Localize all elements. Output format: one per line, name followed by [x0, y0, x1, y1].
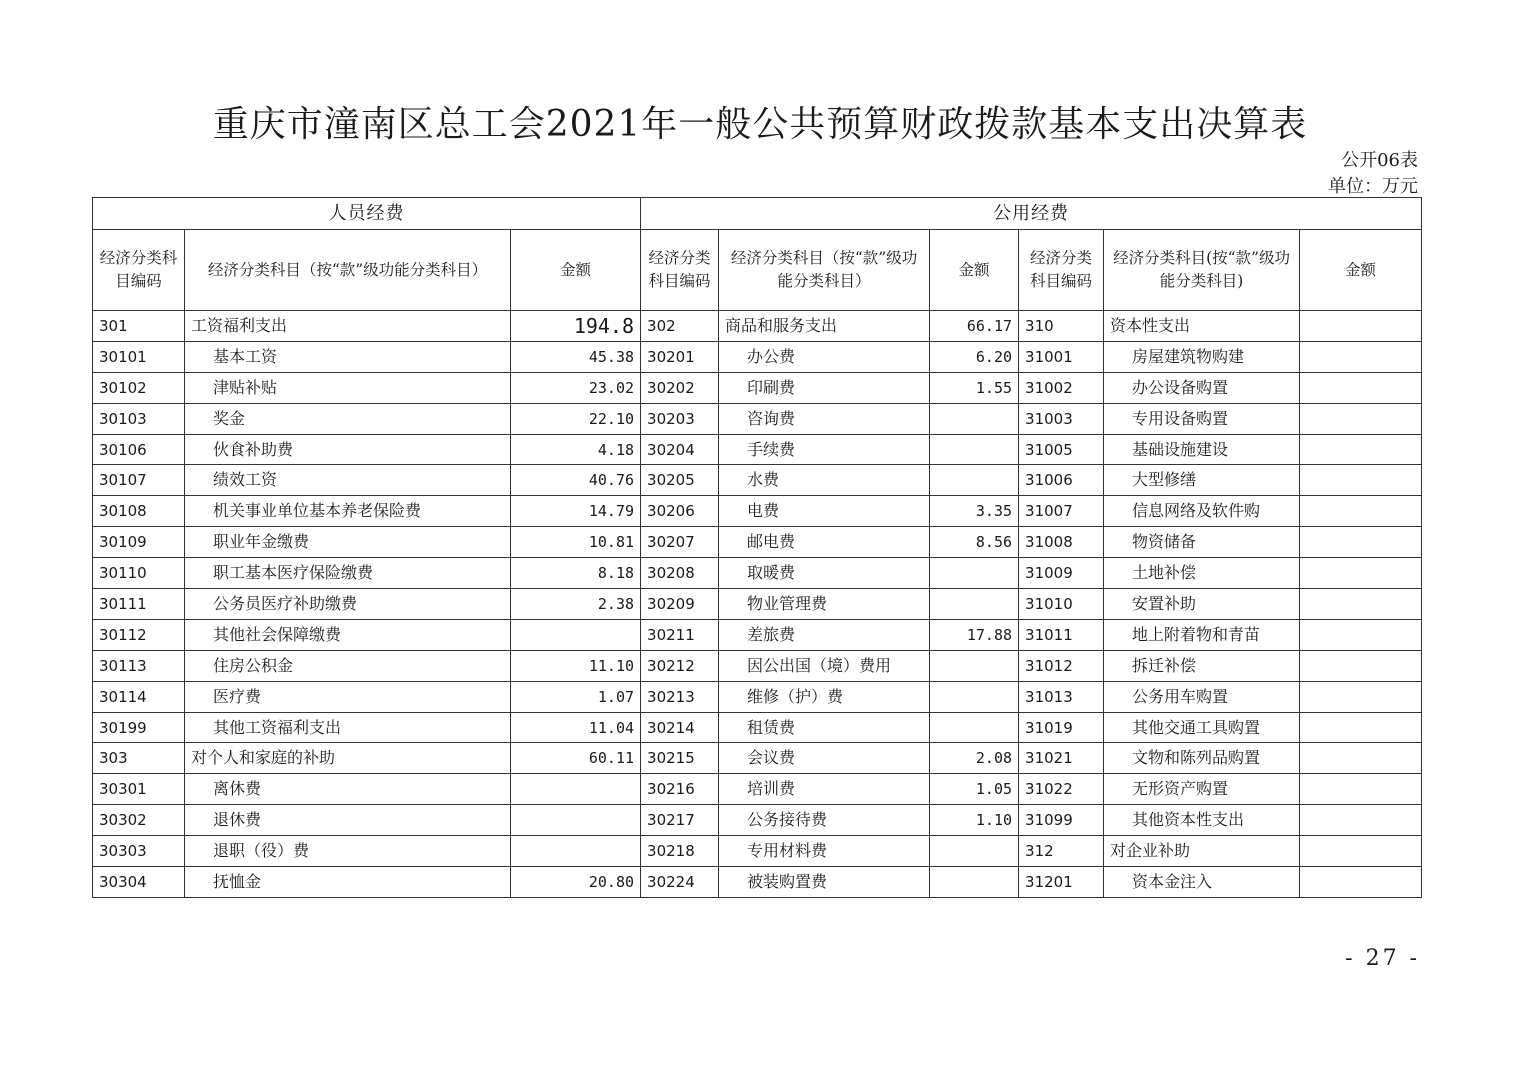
personnel-name-cell: 退职（役）费: [185, 836, 511, 867]
personnel-amount-cell: 2.38: [511, 589, 641, 620]
public-amount-cell: [930, 650, 1019, 681]
capital-name-cell: 安置补助: [1104, 589, 1300, 620]
personnel-name-cell: 工资福利支出: [185, 311, 511, 342]
personnel-name-cell: 津贴补贴: [185, 372, 511, 403]
personnel-code-cell: 30301: [93, 774, 185, 805]
table-row: [93, 403, 1422, 434]
public-amount-cell: 2.08: [930, 743, 1019, 774]
table-body: [93, 311, 1422, 898]
public-code-cell: 30212: [641, 650, 719, 681]
capital-name-cell: 文物和陈列品购置: [1104, 743, 1300, 774]
capital-name-cell: 信息网络及软件购: [1104, 496, 1300, 527]
public-name-cell: 印刷费: [719, 372, 930, 403]
capital-code-cell: 31099: [1019, 805, 1104, 836]
public-name-cell: 培训费: [719, 774, 930, 805]
table-row: [93, 867, 1422, 898]
form-number: 公开06表: [1341, 150, 1418, 171]
personnel-name-cell: 对个人和家庭的补助: [185, 743, 511, 774]
personnel-code-cell: 30114: [93, 681, 185, 712]
capital-amount-cell: [1300, 836, 1422, 867]
personnel-amount-cell: [511, 836, 641, 867]
personnel-expense-header: 人员经费: [93, 198, 641, 230]
capital-code-cell: 31001: [1019, 341, 1104, 372]
public-amount-cell: 8.56: [930, 527, 1019, 558]
capital-name-cell: 其他资本性支出: [1104, 805, 1300, 836]
personnel-amount-cell: 10.81: [511, 527, 641, 558]
table-row: [93, 434, 1422, 465]
public-amount-cell: 66.17: [930, 311, 1019, 342]
personnel-code-cell: 301: [93, 311, 185, 342]
personnel-code-cell: 30101: [93, 341, 185, 372]
personnel-code-cell: 30106: [93, 434, 185, 465]
capital-name-cell: 办公设备购置: [1104, 372, 1300, 403]
code-header: 经济分类科目编码: [641, 230, 719, 311]
table-row: [93, 619, 1422, 650]
personnel-name-cell: 奖金: [185, 403, 511, 434]
unit-label: 单位：万元: [1328, 176, 1418, 197]
personnel-code-cell: 30112: [93, 619, 185, 650]
public-name-cell: 专用材料费: [719, 836, 930, 867]
personnel-code-cell: 30102: [93, 372, 185, 403]
personnel-name-cell: 伙食补助费: [185, 434, 511, 465]
public-amount-cell: 1.05: [930, 774, 1019, 805]
capital-amount-cell: [1300, 867, 1422, 898]
code-header: 经济分类科目编码: [1019, 230, 1104, 311]
capital-code-cell: 31010: [1019, 589, 1104, 620]
personnel-name-cell: 职工基本医疗保险缴费: [185, 558, 511, 589]
personnel-amount-cell: 194.8: [511, 311, 641, 342]
personnel-name-cell: 其他工资福利支出: [185, 712, 511, 743]
public-name-cell: 物业管理费: [719, 589, 930, 620]
capital-name-cell: 房屋建筑物购建: [1104, 341, 1300, 372]
capital-amount-cell: [1300, 527, 1422, 558]
public-amount-cell: [930, 712, 1019, 743]
name-header: 经济分类科目(按“款”级功能分类科目): [1104, 230, 1300, 311]
personnel-code-cell: 30302: [93, 805, 185, 836]
capital-code-cell: 31006: [1019, 465, 1104, 496]
capital-name-cell: 基础设施建设: [1104, 434, 1300, 465]
table-row: [93, 558, 1422, 589]
capital-code-cell: 31003: [1019, 403, 1104, 434]
personnel-amount-cell: 60.11: [511, 743, 641, 774]
personnel-code-cell: 30111: [93, 589, 185, 620]
public-name-cell: 电费: [719, 496, 930, 527]
public-amount-cell: [930, 558, 1019, 589]
capital-code-cell: 31021: [1019, 743, 1104, 774]
personnel-amount-cell: 45.38: [511, 341, 641, 372]
public-code-cell: 30218: [641, 836, 719, 867]
public-amount-cell: [930, 867, 1019, 898]
capital-amount-cell: [1300, 403, 1422, 434]
capital-code-cell: 31022: [1019, 774, 1104, 805]
table-row: [93, 805, 1422, 836]
capital-amount-cell: [1300, 558, 1422, 589]
public-code-cell: 30213: [641, 681, 719, 712]
personnel-name-cell: 公务员医疗补助缴费: [185, 589, 511, 620]
public-name-cell: 取暖费: [719, 558, 930, 589]
table-row: [93, 743, 1422, 774]
public-code-cell: 30216: [641, 774, 719, 805]
name-header: 经济分类科目（按“款”级功能分类科目）: [185, 230, 511, 311]
personnel-amount-cell: 8.18: [511, 558, 641, 589]
personnel-code-cell: 30199: [93, 712, 185, 743]
capital-code-cell: 31009: [1019, 558, 1104, 589]
personnel-code-cell: 30103: [93, 403, 185, 434]
table-row: [93, 774, 1422, 805]
public-amount-cell: [930, 589, 1019, 620]
public-name-cell: 办公费: [719, 341, 930, 372]
public-amount-cell: 1.55: [930, 372, 1019, 403]
capital-name-cell: 公务用车购置: [1104, 681, 1300, 712]
capital-amount-cell: [1300, 681, 1422, 712]
personnel-amount-cell: [511, 774, 641, 805]
capital-name-cell: 其他交通工具购置: [1104, 712, 1300, 743]
public-expense-header: 公用经费: [641, 198, 1422, 230]
capital-code-cell: 31011: [1019, 619, 1104, 650]
personnel-code-cell: 30304: [93, 867, 185, 898]
capital-code-cell: 31002: [1019, 372, 1104, 403]
public-name-cell: 被装购置费: [719, 867, 930, 898]
table-row: [93, 712, 1422, 743]
capital-amount-cell: [1300, 743, 1422, 774]
personnel-name-cell: 机关事业单位基本养老保险费: [185, 496, 511, 527]
public-amount-cell: 6.20: [930, 341, 1019, 372]
public-code-cell: 30207: [641, 527, 719, 558]
public-code-cell: 30206: [641, 496, 719, 527]
public-name-cell: 会议费: [719, 743, 930, 774]
public-amount-cell: 17.88: [930, 619, 1019, 650]
capital-code-cell: 31005: [1019, 434, 1104, 465]
public-amount-cell: [930, 836, 1019, 867]
personnel-code-cell: 303: [93, 743, 185, 774]
amount-header: 金额: [1300, 230, 1422, 311]
public-amount-cell: [930, 681, 1019, 712]
public-name-cell: 手续费: [719, 434, 930, 465]
public-name-cell: 邮电费: [719, 527, 930, 558]
personnel-code-cell: 30303: [93, 836, 185, 867]
capital-code-cell: 31019: [1019, 712, 1104, 743]
public-name-cell: 因公出国（境）费用: [719, 650, 930, 681]
capital-amount-cell: [1300, 372, 1422, 403]
personnel-amount-cell: 11.04: [511, 712, 641, 743]
public-name-cell: 水费: [719, 465, 930, 496]
capital-amount-cell: [1300, 589, 1422, 620]
personnel-amount-cell: 1.07: [511, 681, 641, 712]
capital-amount-cell: [1300, 311, 1422, 342]
capital-name-cell: 对企业补助: [1104, 836, 1300, 867]
capital-name-cell: 物资储备: [1104, 527, 1300, 558]
capital-code-cell: 31201: [1019, 867, 1104, 898]
public-code-cell: 30204: [641, 434, 719, 465]
amount-header: 金额: [511, 230, 641, 311]
amount-header: 金额: [930, 230, 1019, 311]
personnel-code-cell: 30110: [93, 558, 185, 589]
personnel-name-cell: 离休费: [185, 774, 511, 805]
public-code-cell: 30217: [641, 805, 719, 836]
personnel-name-cell: 住房公积金: [185, 650, 511, 681]
personnel-name-cell: 抚恤金: [185, 867, 511, 898]
capital-name-cell: 大型修缮: [1104, 465, 1300, 496]
capital-amount-cell: [1300, 465, 1422, 496]
capital-name-cell: 资本金注入: [1104, 867, 1300, 898]
public-name-cell: 商品和服务支出: [719, 311, 930, 342]
capital-code-cell: 312: [1019, 836, 1104, 867]
personnel-name-cell: 医疗费: [185, 681, 511, 712]
capital-name-cell: 地上附着物和青苗: [1104, 619, 1300, 650]
public-code-cell: 302: [641, 311, 719, 342]
table-row: [93, 527, 1422, 558]
personnel-amount-cell: 23.02: [511, 372, 641, 403]
public-code-cell: 30208: [641, 558, 719, 589]
personnel-code-cell: 30108: [93, 496, 185, 527]
personnel-name-cell: 绩效工资: [185, 465, 511, 496]
public-code-cell: 30203: [641, 403, 719, 434]
capital-code-cell: 31008: [1019, 527, 1104, 558]
table-row: [93, 836, 1422, 867]
capital-name-cell: 拆迁补偿: [1104, 650, 1300, 681]
public-code-cell: 30202: [641, 372, 719, 403]
public-amount-cell: [930, 465, 1019, 496]
public-code-cell: 30209: [641, 589, 719, 620]
table-row: [93, 311, 1422, 342]
capital-name-cell: 无形资产购置: [1104, 774, 1300, 805]
public-amount-cell: 1.10: [930, 805, 1019, 836]
public-name-cell: 公务接待费: [719, 805, 930, 836]
capital-amount-cell: [1300, 434, 1422, 465]
public-amount-cell: 3.35: [930, 496, 1019, 527]
capital-code-cell: 31013: [1019, 681, 1104, 712]
table-row: [93, 681, 1422, 712]
public-code-cell: 30211: [641, 619, 719, 650]
table-row: [93, 341, 1422, 372]
personnel-code-cell: 30107: [93, 465, 185, 496]
public-name-cell: 差旅费: [719, 619, 930, 650]
capital-code-cell: 31012: [1019, 650, 1104, 681]
personnel-amount-cell: [511, 805, 641, 836]
personnel-code-cell: 30113: [93, 650, 185, 681]
capital-amount-cell: [1300, 712, 1422, 743]
expenditure-table: [92, 197, 1422, 898]
personnel-amount-cell: 40.76: [511, 465, 641, 496]
personnel-code-cell: 30109: [93, 527, 185, 558]
page-number: - 27 -: [1345, 946, 1420, 971]
public-amount-cell: [930, 434, 1019, 465]
personnel-amount-cell: [511, 619, 641, 650]
page-title: 重庆市潼南区总工会2021年一般公共预算财政拨款基本支出决算表: [212, 104, 1308, 145]
capital-name-cell: 资本性支出: [1104, 311, 1300, 342]
capital-code-cell: 31007: [1019, 496, 1104, 527]
table-row: [93, 650, 1422, 681]
public-name-cell: 咨询费: [719, 403, 930, 434]
public-name-cell: 租赁费: [719, 712, 930, 743]
personnel-amount-cell: 14.79: [511, 496, 641, 527]
table-row: [93, 496, 1422, 527]
table-row: [93, 589, 1422, 620]
public-code-cell: 30201: [641, 341, 719, 372]
personnel-amount-cell: 4.18: [511, 434, 641, 465]
public-code-cell: 30224: [641, 867, 719, 898]
personnel-amount-cell: 22.10: [511, 403, 641, 434]
name-header: 经济分类科目（按“款”级功能分类科目）: [719, 230, 930, 311]
capital-amount-cell: [1300, 341, 1422, 372]
personnel-name-cell: 职业年金缴费: [185, 527, 511, 558]
public-amount-cell: [930, 403, 1019, 434]
capital-amount-cell: [1300, 805, 1422, 836]
public-name-cell: 维修（护）费: [719, 681, 930, 712]
public-code-cell: 30205: [641, 465, 719, 496]
public-code-cell: 30215: [641, 743, 719, 774]
personnel-name-cell: 基本工资: [185, 341, 511, 372]
table-row: [93, 372, 1422, 403]
personnel-amount-cell: 11.10: [511, 650, 641, 681]
capital-code-cell: 310: [1019, 311, 1104, 342]
capital-amount-cell: [1300, 496, 1422, 527]
code-header: 经济分类科目编码: [93, 230, 185, 311]
capital-amount-cell: [1300, 774, 1422, 805]
capital-name-cell: 土地补偿: [1104, 558, 1300, 589]
capital-name-cell: 专用设备购置: [1104, 403, 1300, 434]
personnel-name-cell: 退休费: [185, 805, 511, 836]
personnel-name-cell: 其他社会保障缴费: [185, 619, 511, 650]
capital-amount-cell: [1300, 650, 1422, 681]
public-code-cell: 30214: [641, 712, 719, 743]
capital-amount-cell: [1300, 619, 1422, 650]
personnel-amount-cell: 20.80: [511, 867, 641, 898]
table-row: [93, 465, 1422, 496]
